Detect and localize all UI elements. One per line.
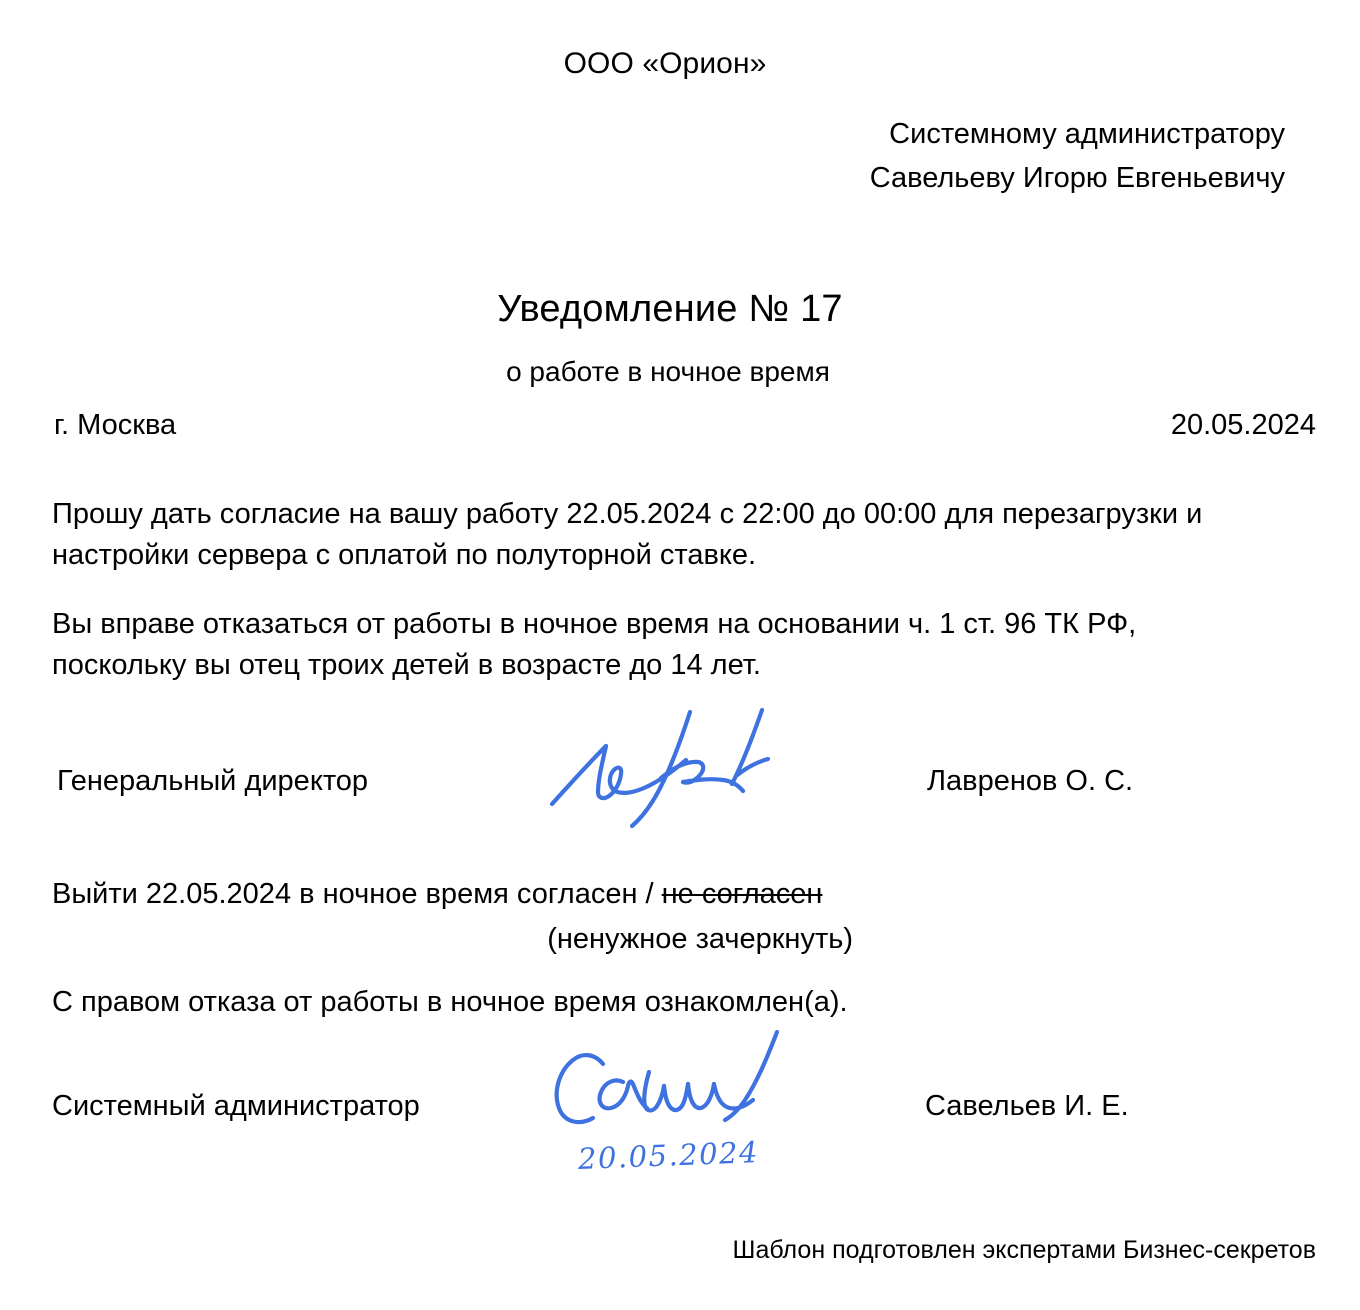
acknowledgement-line: С правом отказа от работы в ночное время ознакомлен(а). bbox=[52, 986, 848, 1018]
addressee-block bbox=[585, 112, 1285, 200]
employee-handwritten-date: 20.05.2024 bbox=[577, 1135, 760, 1176]
document-date: 20.05.2024 bbox=[1170, 409, 1316, 441]
document-subtitle: о работе в ночное время bbox=[506, 356, 830, 387]
employee-signature-icon bbox=[545, 1030, 795, 1145]
place-of-issue: г. Москва bbox=[54, 409, 177, 441]
body-paragraph-1: Прошу дать согласие на вашу работу 22.05.2024 с 22:00 до 00:00 для перезагрузки и настройки сервера с оплатой по полуторной ставке. bbox=[52, 498, 1203, 571]
employee-name: Савельев И. Е. bbox=[925, 1090, 1129, 1122]
consent-note: (ненужное зачеркнуть) bbox=[547, 923, 853, 955]
consent-struck-option: не согласен bbox=[661, 878, 823, 910]
addressee-position: Системному администратору bbox=[889, 118, 1285, 150]
consent-line bbox=[52, 874, 822, 914]
company-name: ООО «Орион» bbox=[563, 47, 767, 80]
addressee-name: Савельеву Игорю Евгеньевичу bbox=[869, 162, 1285, 194]
employee-role-label: Системный администратор bbox=[52, 1090, 420, 1122]
director-signature-icon bbox=[540, 706, 800, 831]
consent-prefix: Выйти 22.05.2024 в ночное время согласен / bbox=[52, 878, 662, 910]
document-title: Уведомление № 17 bbox=[497, 288, 843, 330]
director-role-label: Генеральный директор bbox=[57, 765, 369, 797]
footer-credit: Шаблон подготовлен экспертами Бизнес-секретов bbox=[732, 1236, 1316, 1264]
director-name: Лавренов О. С. bbox=[927, 765, 1134, 797]
body-paragraph-2: Вы вправе отказаться от работы в ночное время на основании ч. 1 ст. 96 ТК РФ, поскольку вы отец троих детей в возрасте до 14 лет. bbox=[52, 608, 1137, 681]
